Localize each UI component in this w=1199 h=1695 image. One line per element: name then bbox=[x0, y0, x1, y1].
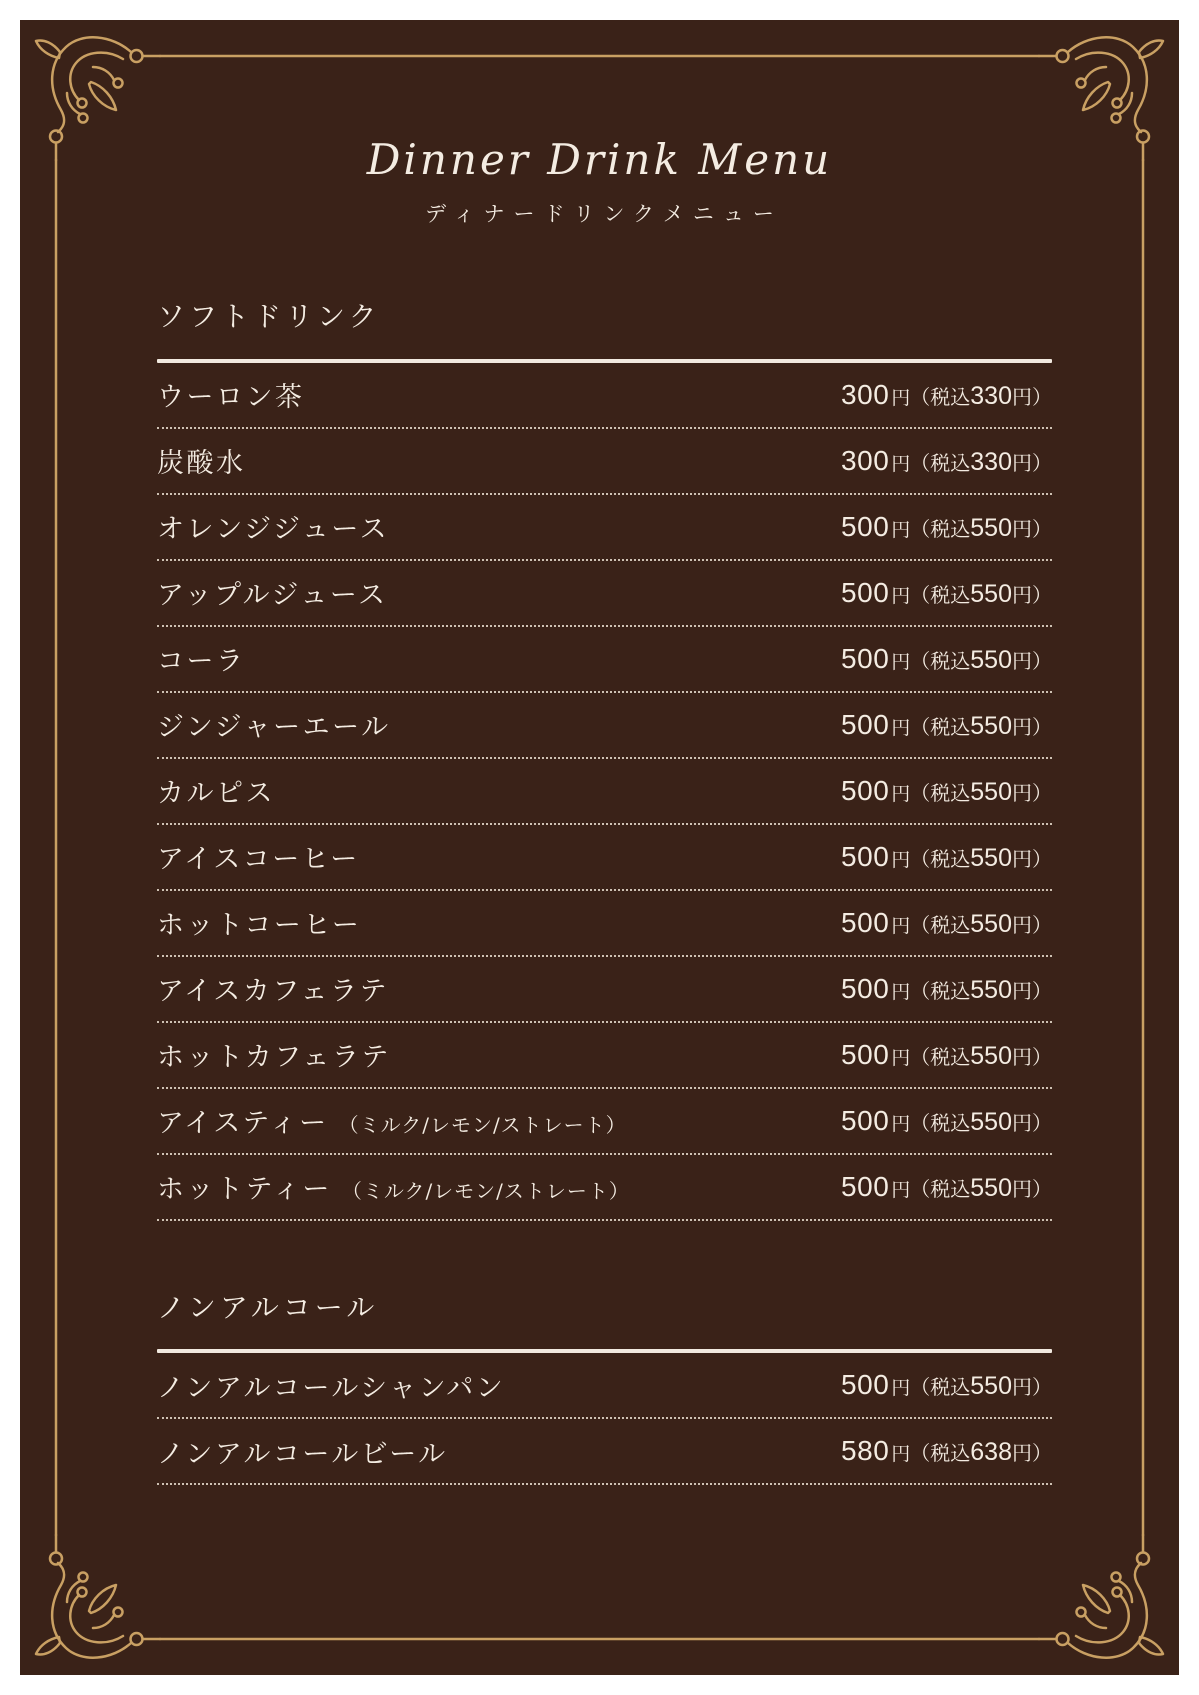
price-tax-open: （税込 bbox=[910, 584, 971, 607]
menu-item-name-group bbox=[157, 1167, 630, 1206]
menu-item-name: アイスカフェラテ bbox=[157, 976, 389, 1008]
price-tax-open: （税込 bbox=[910, 782, 971, 805]
menu-item-name: 炭酸水 bbox=[157, 448, 246, 480]
menu-subtitle: ディナードリンクメニュー bbox=[425, 202, 783, 227]
price-tax-amount: 550 bbox=[970, 975, 1012, 1004]
price-tax-open: （税込 bbox=[910, 452, 971, 475]
menu-item-options: （ミルク/レモン/ストレート） bbox=[338, 1113, 627, 1138]
menu-item-name-group bbox=[157, 771, 275, 810]
menu-item-name: カルピス bbox=[157, 778, 275, 810]
price-amount: 500 bbox=[841, 1170, 890, 1202]
price-tax-open: （税込 bbox=[910, 848, 971, 871]
section-heading: ノンアルコール bbox=[157, 1290, 379, 1324]
price-amount: 500 bbox=[841, 708, 890, 740]
price-amount: 300 bbox=[841, 444, 890, 476]
price-tax-amount: 550 bbox=[970, 645, 1012, 674]
menu-item-name-group bbox=[157, 1366, 505, 1405]
menu-item-name: ジンジャーエール bbox=[157, 712, 391, 744]
price-unit: 円 bbox=[891, 1444, 911, 1466]
corner-flourish-bottom-right bbox=[1039, 1535, 1163, 1658]
price-tax-close: 円） bbox=[1012, 518, 1052, 541]
price-tax-open: （税込 bbox=[910, 716, 971, 739]
price-tax-close: 円） bbox=[1012, 1178, 1052, 1201]
menu-item-price bbox=[841, 1171, 1052, 1203]
price-tax-amount: 638 bbox=[970, 1438, 1012, 1467]
price-tax-close: 円） bbox=[1012, 386, 1052, 409]
menu-item-name-group bbox=[157, 837, 360, 876]
price-tax-close: 円） bbox=[1012, 980, 1052, 1003]
price-amount: 500 bbox=[841, 774, 890, 806]
menu-item-name: ホットコーヒー bbox=[157, 910, 362, 942]
price-tax-open: （税込 bbox=[910, 1178, 971, 1201]
price-amount: 500 bbox=[841, 1104, 890, 1136]
menu-item-name: ノンアルコールシャンパン bbox=[157, 1372, 506, 1404]
price-tax-open: （税込 bbox=[910, 1377, 971, 1400]
price-tax-amount: 330 bbox=[970, 447, 1012, 476]
menu-item-name-group bbox=[157, 1035, 391, 1074]
price-tax-open: （税込 bbox=[910, 650, 971, 673]
price-tax-amount: 550 bbox=[970, 579, 1012, 608]
menu-item-name: ホットカフェラテ bbox=[157, 1042, 391, 1074]
menu-item-price bbox=[841, 511, 1052, 543]
price-unit: 円 bbox=[891, 1378, 911, 1400]
price-tax-close: 円） bbox=[1012, 716, 1052, 739]
menu-item-name-group bbox=[157, 375, 305, 414]
menu-item-price bbox=[841, 907, 1052, 939]
menu-item-price bbox=[841, 1105, 1052, 1137]
menu-item-price bbox=[841, 709, 1052, 741]
price-tax-open: （税込 bbox=[910, 1112, 971, 1135]
price-unit: 円 bbox=[891, 585, 911, 607]
menu-item-price bbox=[841, 841, 1052, 873]
menu-item-name-group bbox=[157, 507, 389, 546]
menu-item-name: アイスティー bbox=[157, 1108, 329, 1140]
menu-item-name-group bbox=[157, 573, 387, 612]
menu-item-price bbox=[841, 643, 1052, 675]
price-unit: 円 bbox=[891, 453, 911, 475]
menu-item-name: アイスコーヒー bbox=[157, 844, 360, 876]
menu-item-row bbox=[157, 363, 1052, 429]
price-tax-close: 円） bbox=[1012, 1377, 1052, 1400]
menu-item-name: オレンジジュース bbox=[157, 514, 390, 546]
price-unit: 円 bbox=[891, 387, 911, 409]
menu-item-row bbox=[157, 1089, 1052, 1155]
price-tax-close: 円） bbox=[1012, 452, 1052, 475]
menu-card bbox=[20, 20, 1179, 1675]
price-tax-amount: 550 bbox=[970, 843, 1012, 872]
corner-flourish-bottom-left bbox=[36, 1535, 160, 1658]
price-tax-open: （税込 bbox=[910, 1046, 971, 1069]
menu-item-row bbox=[157, 693, 1052, 759]
menu-item-list bbox=[157, 363, 1052, 1221]
menu-item-row bbox=[157, 495, 1052, 561]
menu-sections bbox=[20, 300, 1179, 1485]
price-amount: 580 bbox=[841, 1435, 890, 1467]
menu-item-name: ノンアルコールビール bbox=[157, 1438, 448, 1470]
menu-item-row bbox=[157, 1023, 1052, 1089]
price-amount: 500 bbox=[841, 972, 890, 1004]
price-unit: 円 bbox=[891, 1179, 911, 1201]
menu-item-row bbox=[157, 627, 1052, 693]
price-unit: 円 bbox=[891, 981, 911, 1003]
menu-item-price bbox=[841, 1435, 1052, 1467]
price-tax-amount: 550 bbox=[970, 711, 1012, 740]
menu-item-price bbox=[841, 577, 1052, 609]
price-amount: 500 bbox=[841, 840, 890, 872]
menu-item-options: （ミルク/レモン/ストレート） bbox=[341, 1179, 630, 1204]
price-tax-close: 円） bbox=[1012, 584, 1052, 607]
price-amount: 500 bbox=[841, 642, 890, 674]
price-unit: 円 bbox=[891, 1113, 911, 1135]
menu-item-row bbox=[157, 1419, 1052, 1485]
price-tax-close: 円） bbox=[1012, 1112, 1052, 1135]
price-tax-open: （税込 bbox=[910, 386, 971, 409]
menu-item-row bbox=[157, 1353, 1052, 1419]
price-amount: 500 bbox=[841, 1369, 890, 1401]
price-tax-close: 円） bbox=[1012, 914, 1052, 937]
menu-item-row bbox=[157, 1155, 1052, 1221]
menu-header bbox=[20, 20, 1179, 228]
menu-section bbox=[157, 1291, 1052, 1486]
menu-item-name: アップルジュース bbox=[157, 580, 388, 612]
price-tax-open: （税込 bbox=[910, 980, 971, 1003]
price-unit: 円 bbox=[891, 915, 911, 937]
menu-item-price bbox=[841, 1039, 1052, 1071]
price-tax-open: （税込 bbox=[910, 914, 971, 937]
menu-item-name: コーラ bbox=[157, 646, 246, 678]
menu-item-row bbox=[157, 957, 1052, 1023]
menu-item-name-group bbox=[157, 903, 361, 942]
price-unit: 円 bbox=[891, 717, 911, 739]
menu-item-name-group bbox=[157, 1101, 627, 1140]
menu-item-row bbox=[157, 891, 1052, 957]
menu-item-name: ホットティー bbox=[157, 1174, 332, 1206]
price-tax-amount: 550 bbox=[970, 909, 1012, 938]
menu-item-row bbox=[157, 561, 1052, 627]
menu-section bbox=[157, 300, 1052, 1221]
price-tax-open: （税込 bbox=[910, 1443, 971, 1466]
menu-item-name-group bbox=[157, 639, 246, 678]
price-amount: 500 bbox=[841, 576, 890, 608]
price-tax-close: 円） bbox=[1012, 782, 1052, 805]
menu-item-name: ウーロン茶 bbox=[157, 382, 305, 414]
menu-item-name-group bbox=[157, 969, 389, 1008]
menu-title: Dinner Drink Menu bbox=[366, 135, 833, 184]
price-unit: 円 bbox=[891, 783, 911, 805]
price-tax-amount: 550 bbox=[970, 513, 1012, 542]
menu-item-price bbox=[841, 775, 1052, 807]
menu-item-row bbox=[157, 825, 1052, 891]
price-tax-amount: 550 bbox=[970, 1107, 1012, 1136]
menu-item-list bbox=[157, 1353, 1052, 1485]
price-unit: 円 bbox=[891, 1047, 911, 1069]
menu-item-row bbox=[157, 429, 1052, 495]
price-unit: 円 bbox=[891, 519, 911, 541]
menu-item-price bbox=[841, 973, 1052, 1005]
menu-item-price bbox=[841, 379, 1052, 411]
menu-item-price bbox=[841, 445, 1052, 477]
price-unit: 円 bbox=[891, 849, 911, 871]
menu-item-name-group bbox=[157, 705, 391, 744]
menu-item-name-group bbox=[157, 441, 246, 480]
menu-item-name-group bbox=[157, 1432, 448, 1471]
price-tax-amount: 550 bbox=[970, 1041, 1012, 1070]
price-tax-close: 円） bbox=[1012, 1046, 1052, 1069]
price-tax-close: 円） bbox=[1012, 650, 1052, 673]
section-heading: ソフトドリンク bbox=[157, 300, 381, 334]
price-amount: 500 bbox=[841, 510, 890, 542]
price-amount: 500 bbox=[841, 1038, 890, 1070]
price-tax-amount: 550 bbox=[970, 777, 1012, 806]
price-amount: 500 bbox=[841, 906, 890, 938]
price-tax-open: （税込 bbox=[910, 518, 971, 541]
price-tax-close: 円） bbox=[1012, 1443, 1052, 1466]
menu-item-price bbox=[841, 1369, 1052, 1401]
price-tax-amount: 550 bbox=[970, 1173, 1012, 1202]
menu-item-row bbox=[157, 759, 1052, 825]
price-unit: 円 bbox=[891, 651, 911, 673]
price-tax-amount: 330 bbox=[970, 381, 1012, 410]
price-tax-close: 円） bbox=[1012, 848, 1052, 871]
price-amount: 300 bbox=[841, 378, 890, 410]
price-tax-amount: 550 bbox=[970, 1372, 1012, 1401]
